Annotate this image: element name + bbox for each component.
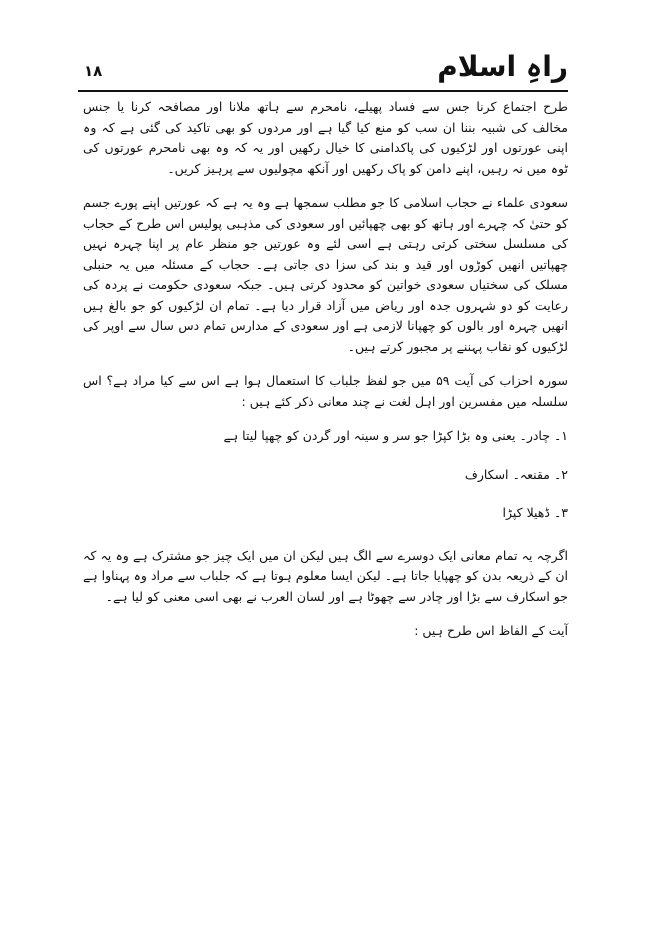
body-text: [83, 97, 568, 656]
meaning-item-1: ۱۔ چادر۔ یعنی وہ بڑا کپڑا جو سر و سینہ اور گردن کو چھپا لیتا ہے: [223, 428, 568, 443]
page-number: ۱۸: [84, 62, 103, 80]
page-header: [78, 50, 568, 90]
meaning-item-2: ۲۔ مقنعہ۔ اسکارف: [464, 466, 568, 482]
paragraph-5: آیت کے الفاظ اس طرح ہیں :: [414, 623, 568, 638]
paragraph-2: سعودی علماء نے حجاب اسلامی کا جو مطلب سمجھا ہے وہ یہ ہے کہ عورتیں اپنے پورے جسم کو حتیٰ کہ چہرے اور ہاتھ کو بھی چھپائیں اور سعودی کی مذہبی پولیس اس طرح کے حجاب کی مسلسل سختی کرتی رہتی ہے اسی لئے وہ عورتیں جو منظر عام پر اپنا چہرہ نہیں چھپاتیں انھیں کوڑوں اور قید و بند کی سزا دی جاتی ہے۔ حجاب کے مسئلہ میں یہ حنبلی مسلک کی سختیاں سعودی خواتین کو محدود کرتی ہیں۔ جبکہ سعودی حکومت نے پردہ کی رعایت کو دو شہروں جدہ اور ریاض میں آزاد قرار دیا ہے۔ تمام ان لڑکیوں کو جو بالغ ہیں انھیں چہرہ اور بالوں کو چھپانا لازمی ہے اور سعودی کے مدارس تمام دس سال سے اوپر کی لڑکیوں کو نقاب پہننے پر مجبور کرتے ہیں۔: [83, 195, 568, 354]
paragraph-3: سورہ احزاب کی آیت ۵۹ میں جو لفظ جلباب کا استعمال ہوا ہے اس سے کیا مراد ہے؟ اس سلسلہ میں مفسرین اور اہل لغت نے چند معانی ذکر کئے ہیں :: [83, 373, 568, 409]
paragraph-4: اگرچہ یہ تمام معانی ایک دوسرے سے الگ ہیں لیکن ان میں ایک چیز جو مشترک ہے وہ یہ کہ ان کے ذریعہ بدن کو چھپایا جاتا ہے۔ لیکن ایسا معلوم ہوتا ہے کہ جلباب سے مراد وہ پہناوا ہے جو اسکارف سے بڑا اور چادر سے چھوٹا ہے اور لسان العرب نے بھی اسی معنی کو لیا ہے۔: [83, 547, 568, 604]
running-title: راہِ اسلام: [437, 50, 568, 83]
header-rule: [78, 90, 568, 92]
meaning-item-3: ۳۔ ڈھیلا کپڑا: [502, 505, 568, 520]
paragraph-1: طرح اجتماع کرنا جس سے فساد پھیلے، نامحرم سے ہاتھ ملانا اور مصافحہ کرنا یا جنس مخالف کی شبیہ بننا ان سب کو منع کیا گیا ہے اور مردوں کو بھی تاکید کی گئی ہے کہ وہ اپنی عورتوں اور لڑکیوں کی پاکدامنی کا خیال رکھیں اور یہ کہ وہ بھی نامحرم عورتوں کی ٹوہ میں نہ رہیں، اپنے دامن کو پاک رکھیں اور آنکھ مچولیوں سے پرہیز کریں۔: [83, 99, 568, 176]
